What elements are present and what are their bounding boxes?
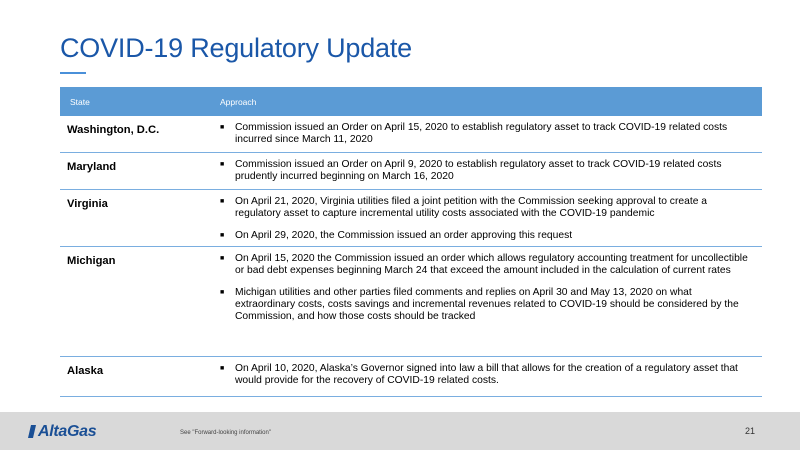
footnote: See "Forward-looking information": [180, 430, 271, 436]
state-cell: Maryland: [67, 161, 117, 173]
state-cell: Alaska: [67, 365, 104, 377]
table-row: [60, 247, 762, 357]
bullet-text: On April 10, 2020, Alaska’s Governor signed into law a bill that allows for the creation of a regulatory asset that would provide for the recovery of COVID-19 related costs.: [235, 363, 738, 387]
approach-cell: [215, 190, 762, 246]
bullet-text: Commission issued an Order on April 9, 2020 to establish regulatory asset to track COVID-19 related costs prudently incurred beginning on March 16, 2020: [235, 159, 722, 183]
bullet-square-icon: ■: [220, 365, 225, 372]
title-underline: [60, 72, 86, 74]
table-body: [60, 116, 762, 397]
approach-cell: [215, 247, 762, 356]
logo-mark-icon: [28, 425, 36, 438]
bullet-square-icon: ■: [220, 161, 225, 168]
state-cell: Virginia: [67, 198, 108, 210]
approach-bullet: [215, 122, 762, 147]
state-cell: Washington, D.C.: [67, 124, 160, 136]
approach-bullet: [215, 363, 762, 388]
bullet-text: On April 29, 2020, the Commission issued an order approving this request: [235, 229, 573, 241]
bullet-square-icon: ■: [220, 231, 225, 239]
approach-bullet: [215, 196, 762, 221]
bullet-text: Commission issued an Order on April 15, 2020 to establish regulatory asset to track COVID-19 related costs incurred since March 11, 2020: [235, 122, 728, 146]
page-number: 21: [744, 426, 755, 436]
footer-bar: [0, 412, 800, 450]
table-row: [60, 116, 762, 153]
header-state: State: [70, 96, 90, 107]
regulatory-table: [60, 87, 762, 397]
slide-title: COVID-19 Regulatory Update: [60, 33, 412, 63]
state-cell: Michigan: [67, 255, 116, 267]
table-row: [60, 153, 762, 190]
bullet-text: On April 15, 2020 the Commission issued an order which allows regulatory accounting treatment for uncollectible or bad debt expenses beginning March 24 that exceed the amount included in the calculation of current rates: [235, 253, 748, 277]
bullet-text: Michigan utilities and other parties filed comments and replies on April 30 and May 13, 2020 on what extraordinary costs, costs savings and incremental revenues related to COVID-19 should be considered by the Commission, and how those costs should be tracked: [235, 286, 739, 323]
logo-text: AltaGas: [38, 423, 97, 440]
bullet-square-icon: ■: [220, 288, 225, 296]
table-row: [60, 190, 762, 247]
bullet-text: On April 21, 2020, Virginia utilities filed a joint petition with the Commission seeking approval to create a regulatory asset to capture incremental utility costs associated with the COVID-19 pandemic: [235, 196, 708, 220]
approach-bullet: [215, 159, 762, 184]
approach-cell: [215, 116, 762, 152]
table-row: [60, 357, 762, 397]
header-approach: Approach: [220, 96, 257, 107]
approach-bullet: [215, 287, 762, 324]
bullet-square-icon: ■: [220, 198, 225, 205]
bullet-square-icon: ■: [220, 124, 225, 131]
approach-bullet: [215, 253, 762, 278]
bullet-square-icon: ■: [220, 255, 225, 262]
table-header: [60, 87, 762, 116]
approach-cell: [215, 153, 762, 189]
approach-bullet: [215, 230, 762, 242]
approach-cell: [215, 357, 762, 396]
company-logo: [28, 423, 96, 441]
